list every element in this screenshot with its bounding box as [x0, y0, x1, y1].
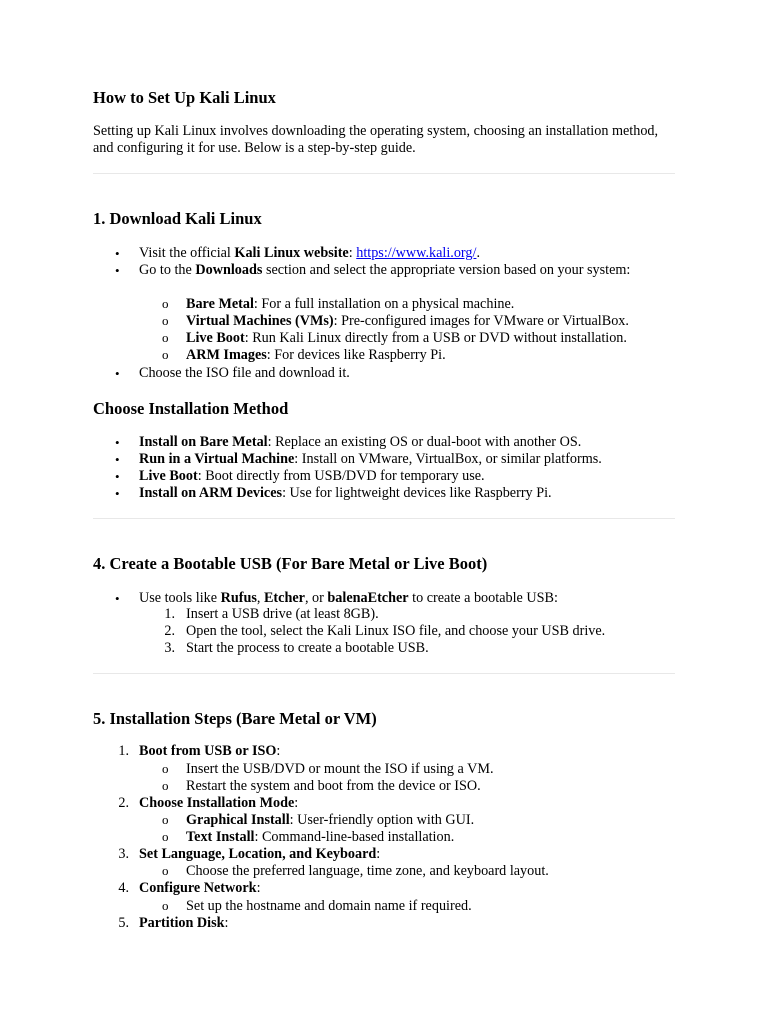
list-item-goto: Go to the Downloads section and select the appropriate version based on your system:	[139, 262, 631, 278]
numbered-step: Set Language, Location, and Keyboard:	[139, 846, 381, 862]
sub-item: Live Boot: Run Kali Linux directly from a USB or DVD without installation.	[186, 330, 627, 346]
bullet: •	[115, 246, 120, 261]
sub-bullet: o	[162, 761, 169, 776]
step-number: 2.	[118, 795, 129, 811]
sub-bullet: o	[162, 296, 169, 311]
sub-item: Set up the hostname and domain name if required.	[186, 898, 472, 914]
sub-item: Restart the system and boot from the device or ISO.	[186, 778, 481, 794]
section-heading-download: 1. Download Kali Linux	[93, 209, 262, 228]
step-number: 3.	[118, 846, 129, 862]
step-number: 4.	[118, 880, 129, 896]
numbered-step: Configure Network:	[139, 880, 261, 896]
divider	[93, 518, 675, 519]
sub-bullet: o	[162, 863, 169, 878]
step-number: 1.	[164, 606, 175, 622]
bullet: •	[115, 435, 120, 450]
sub-item: Graphical Install: User-friendly option with GUI.	[186, 812, 475, 828]
bullet: •	[115, 591, 120, 606]
sub-item: Insert the USB/DVD or mount the ISO if using a VM.	[186, 761, 494, 777]
numbered-step: Boot from USB or ISO:	[139, 743, 281, 759]
step-number: 2.	[164, 623, 175, 639]
list-item: Install on Bare Metal: Replace an existing OS or dual-boot with another OS.	[139, 434, 582, 450]
bullet: •	[115, 366, 120, 381]
numbered-step: Choose Installation Mode:	[139, 795, 299, 811]
bullet: •	[115, 486, 120, 501]
sub-bullet: o	[162, 829, 169, 844]
list-item: Choose the ISO file and download it.	[139, 365, 350, 381]
sub-bullet: o	[162, 330, 169, 345]
sub-item: Virtual Machines (VMs): Pre-configured images for VMware or VirtualBox.	[186, 313, 629, 329]
step-number: 1.	[118, 743, 129, 759]
list-item-visit: Visit the official Kali Linux website: https://www.kali.org/.	[139, 245, 480, 261]
bullet: •	[115, 452, 120, 467]
sub-item: Bare Metal: For a full installation on a physical machine.	[186, 296, 515, 312]
list-item: Live Boot: Boot directly from USB/DVD for temporary use.	[139, 468, 485, 484]
sub-item: ARM Images: For devices like Raspberry Pi.	[186, 347, 446, 363]
sub-bullet: o	[162, 812, 169, 827]
section-heading-method: Choose Installation Method	[93, 399, 289, 418]
sub-bullet: o	[162, 347, 169, 362]
step-number: 3.	[164, 640, 175, 656]
intro-paragraph: Setting up Kali Linux involves downloading the operating system, choosing an installation method, and configuring it for use. Below is a step-by-step guide.	[93, 123, 659, 156]
sub-bullet: o	[162, 898, 169, 913]
numbered-step: Insert a USB drive (at least 8GB).	[186, 606, 379, 622]
numbered-step: Open the tool, select the Kali Linux ISO file, and choose your USB drive.	[186, 623, 606, 639]
divider	[93, 173, 675, 174]
sub-bullet: o	[162, 778, 169, 793]
page-title: How to Set Up Kali Linux	[93, 88, 276, 107]
section-heading-usb: 4. Create a Bootable USB (For Bare Metal or Live Boot)	[93, 554, 488, 573]
step-number: 5.	[118, 915, 129, 931]
kali-website-link[interactable]: https://www.kali.org/	[356, 245, 477, 261]
bullet: •	[115, 263, 120, 278]
sub-item: Choose the preferred language, time zone, and keyboard layout.	[186, 863, 549, 879]
divider	[93, 673, 675, 674]
sub-bullet: o	[162, 313, 169, 328]
numbered-step: Start the process to create a bootable USB.	[186, 640, 429, 656]
list-item: Install on ARM Devices: Use for lightweight devices like Raspberry Pi.	[139, 485, 552, 501]
numbered-step: Partition Disk:	[139, 915, 229, 931]
list-item-tools: Use tools like Rufus, Etcher, or balenaEtcher to create a bootable USB:	[139, 590, 558, 606]
bullet: •	[115, 469, 120, 484]
sub-item: Text Install: Command-line-based installation.	[186, 829, 455, 845]
list-item: Run in a Virtual Machine: Install on VMware, VirtualBox, or similar platforms.	[139, 451, 602, 467]
section-heading-install: 5. Installation Steps (Bare Metal or VM)	[93, 709, 377, 728]
